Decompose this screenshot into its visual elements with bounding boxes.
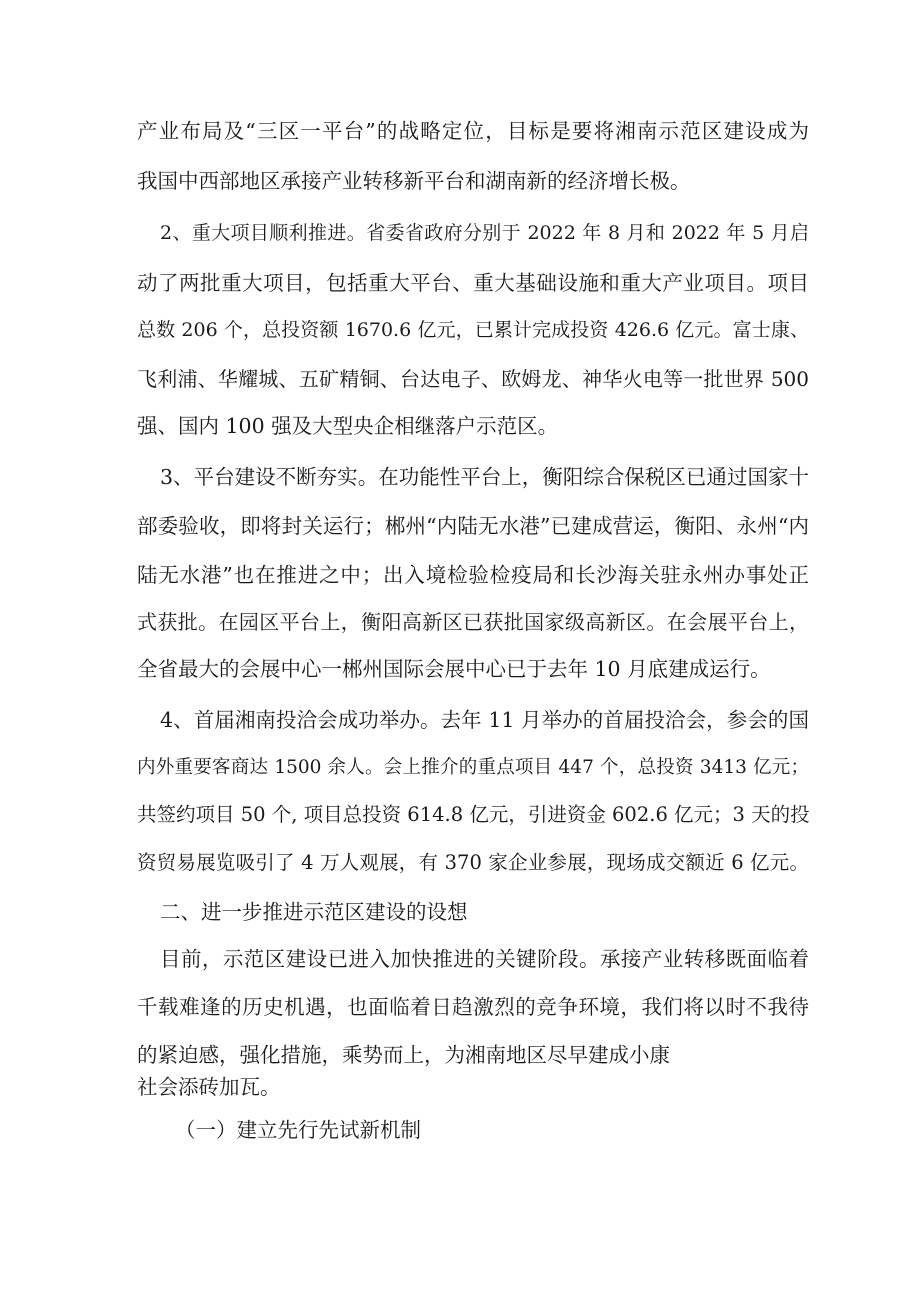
text-line: 动了两批重大项目，包括重大平台、重大基础设施和重大产业项目。项目 [137, 271, 809, 295]
text-line: 部委验收，即将封关运行；郴州“内陆无水港”已建成营运，衡阳、永州“内 [137, 514, 809, 538]
text-line: 目前，示范区建设已进入加快推进的关键阶段。承接产业转移既面临着 [160, 947, 809, 971]
text-line: 的紧迫感，强化措施，乘势而上，为湘南地区尽早建成小康 [137, 1043, 670, 1067]
text-line: 共签约项目 50 个, 项目总投资 614.8 亿元，引进资金 602.6 亿元；3 天的投 [137, 803, 810, 826]
text-line: 飞利浦、华耀城、五矿精铜、台达电子、欧姆龙、神华火电等一批世界 500 [137, 367, 809, 391]
paragraph-heading-2: 2、重大项目顺利推进。省委省政府分别于 2022 年 8 月和 2022 年 5 月启 [160, 222, 809, 244]
subsection-heading: （一）建立先行先试新机制 [175, 1118, 421, 1142]
paragraph-heading-3: 3、平台建设不断夯实。在功能性平台上，衡阳综合保税区已通过国家十 [160, 465, 809, 489]
text-line: 产业布局及“三区一平台”的战略定位，目标是要将湘南示范区建设成为 [137, 119, 809, 143]
text-line: 式获批。在园区平台上，衡阳高新区已获批国家级高新区。在会展平台上， [137, 610, 809, 634]
paragraph-heading-4: 4、首届湘南投洽会成功举办。去年 11 月举办的首届投洽会，参会的国 [160, 708, 809, 732]
text-line: 总数 206 个，总投资额 1670.6 亿元，已累计完成投资 426.6 亿元。富士康、 [137, 319, 809, 341]
text-line: 全省最大的会展中心一郴州国际会展中心已于去年 10 月底建成运行。 [137, 657, 771, 681]
text-line: 社会添砖加瓦。 [137, 1075, 281, 1099]
text-line: 资贸易展览吸引了 4 万人观展，有 370 家企业参展，现场成交额近 6 亿元。 [137, 851, 809, 874]
text-line: 陆无水港”也在推进之中；出入境检验检疫局和长沙海关驻永州办事处正 [137, 563, 809, 587]
text-line: 我国中西部地区承接产业转移新平台和湖南新的经济增长极。 [137, 169, 691, 193]
text-line: 强、国内 100 强及大型央企相继落户示范区。 [137, 414, 559, 438]
section-heading: 二、进一步推进示范区建设的设想 [160, 900, 468, 924]
text-line: 内外重要客商达 1500 余人。会上推介的重点项目 447 个，总投资 3413 亿元； [137, 757, 809, 778]
text-line: 千载难逢的历史机遇，也面临着日趋激烈的竞争环境，我们将以时不我待 [137, 995, 809, 1019]
